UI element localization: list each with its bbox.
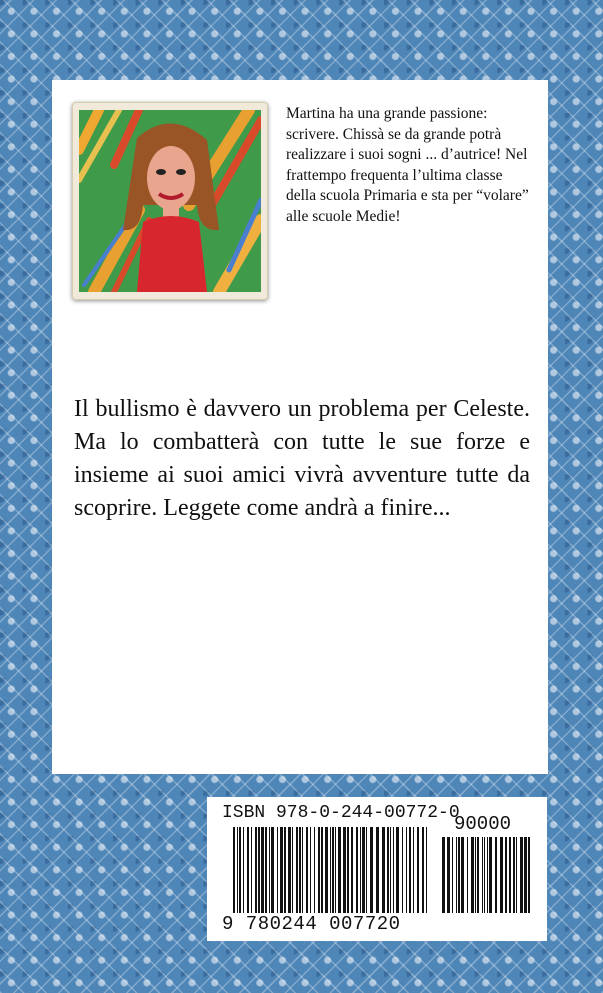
- main-bars-bar-39: [382, 827, 385, 913]
- price-code: 90000: [454, 813, 512, 835]
- main-bars-bar-38: [376, 827, 379, 913]
- ean-barcode-bars: [233, 827, 433, 913]
- main-bars-bar-17: [296, 827, 298, 913]
- addon-bars-bar-12: [487, 837, 488, 913]
- main-bars-bar-26: [330, 827, 331, 913]
- main-bars-bar-20: [306, 827, 308, 913]
- main-bars-bar-14: [284, 827, 286, 913]
- addon-bars-bar-10: [482, 837, 483, 913]
- main-bars-bar-35: [362, 827, 365, 913]
- main-bars-bar-4: [247, 827, 249, 913]
- main-bars-bar-12: [277, 827, 278, 913]
- main-bars-bar-45: [406, 827, 407, 913]
- main-bars-bar-40: [387, 827, 389, 913]
- main-bars-bar-16: [292, 827, 293, 913]
- child-drawing-illustration: [79, 110, 261, 292]
- isbn-label: ISBN 978-0-244-00772-0: [222, 803, 460, 823]
- addon-bars-bar-1: [447, 837, 450, 913]
- main-bars-bar-15: [288, 827, 291, 913]
- main-bars-bar-50: [426, 827, 427, 913]
- back-cover-panel: [52, 80, 548, 774]
- main-bars-bar-34: [360, 827, 361, 913]
- main-bars-bar-31: [347, 827, 349, 913]
- main-bars-bar-19: [302, 827, 303, 913]
- main-bars-bar-37: [370, 827, 373, 913]
- addon-barcode-bars: [442, 837, 534, 913]
- main-bars-bar-41: [390, 827, 391, 913]
- main-bars-bar-36: [366, 827, 367, 913]
- addon-bars-bar-8: [475, 837, 476, 913]
- addon-bars-bar-0: [442, 837, 445, 913]
- main-bars-bar-0: [233, 827, 235, 913]
- main-bars-bar-21: [310, 827, 311, 913]
- main-bars-bar-46: [409, 827, 411, 913]
- addon-bars-bar-20: [520, 837, 523, 913]
- main-bars-bar-49: [422, 827, 424, 913]
- main-bars-bar-9: [265, 827, 267, 913]
- book-blurb: Il bullismo è davvero un problema per Celeste. Ma lo combatterà con tutte le sue forze e insieme ai suoi amici vivrà avventure tutte da scoprire. Leggete come andrà a finire...: [74, 396, 530, 521]
- main-bars-bar-2: [239, 827, 241, 913]
- main-bars-bar-44: [402, 827, 403, 913]
- main-bars-bar-27: [332, 827, 334, 913]
- addon-bars-bar-21: [524, 837, 527, 913]
- main-bars-bar-3: [243, 827, 244, 913]
- addon-bars-bar-19: [516, 837, 517, 913]
- main-bars-bar-18: [299, 827, 301, 913]
- main-bars-bar-33: [356, 827, 358, 913]
- main-bars-bar-5: [251, 827, 252, 913]
- main-bars-bar-23: [318, 827, 320, 913]
- main-bars-bar-6: [255, 827, 257, 913]
- main-bars-bar-24: [321, 827, 323, 913]
- main-bars-bar-48: [417, 827, 419, 913]
- main-bars-bar-11: [271, 827, 274, 913]
- addon-bars-bar-18: [513, 837, 515, 913]
- addon-bars-bar-9: [477, 837, 479, 913]
- addon-bars-bar-11: [484, 837, 485, 913]
- addon-bars-bar-17: [509, 837, 511, 913]
- addon-bars-bar-3: [456, 837, 457, 913]
- main-bars-bar-32: [351, 827, 353, 913]
- ean-digits: 9 780244 007720: [222, 913, 401, 935]
- addon-bars-bar-15: [500, 837, 503, 913]
- main-bars-bar-8: [261, 827, 264, 913]
- addon-bars-bar-6: [467, 837, 468, 913]
- main-bars-bar-28: [335, 827, 336, 913]
- main-bars-bar-25: [325, 827, 328, 913]
- addon-bars-bar-2: [452, 837, 453, 913]
- addon-bars-bar-7: [471, 837, 474, 913]
- main-bars-bar-47: [413, 827, 414, 913]
- addon-bars-bar-13: [489, 837, 492, 913]
- author-bio: Martina ha una grande passione: scrivere. Chissà se da grande potrà realizzare i suoi sogni ... d’autrice! Nel frattempo frequenta l’ultima classe della scuola Primaria e sta per “volare” alle scuole Medie!: [286, 105, 529, 225]
- author-portrait-drawing: [72, 102, 268, 300]
- main-bars-bar-7: [258, 827, 260, 913]
- addon-bars-bar-5: [461, 837, 464, 913]
- main-bars-bar-13: [280, 827, 283, 913]
- main-bars-bar-10: [269, 827, 270, 913]
- addon-bars-bar-22: [528, 837, 530, 913]
- addon-bars-bar-16: [505, 837, 507, 913]
- main-bars-bar-42: [393, 827, 394, 913]
- main-bars-bar-43: [396, 827, 399, 913]
- isbn-barcode: [207, 797, 547, 941]
- main-bars-bar-29: [338, 827, 341, 913]
- main-bars-bar-30: [343, 827, 346, 913]
- main-bars-bar-1: [237, 827, 238, 913]
- addon-bars-bar-4: [458, 837, 460, 913]
- addon-bars-bar-14: [495, 837, 497, 913]
- main-bars-bar-22: [314, 827, 315, 913]
